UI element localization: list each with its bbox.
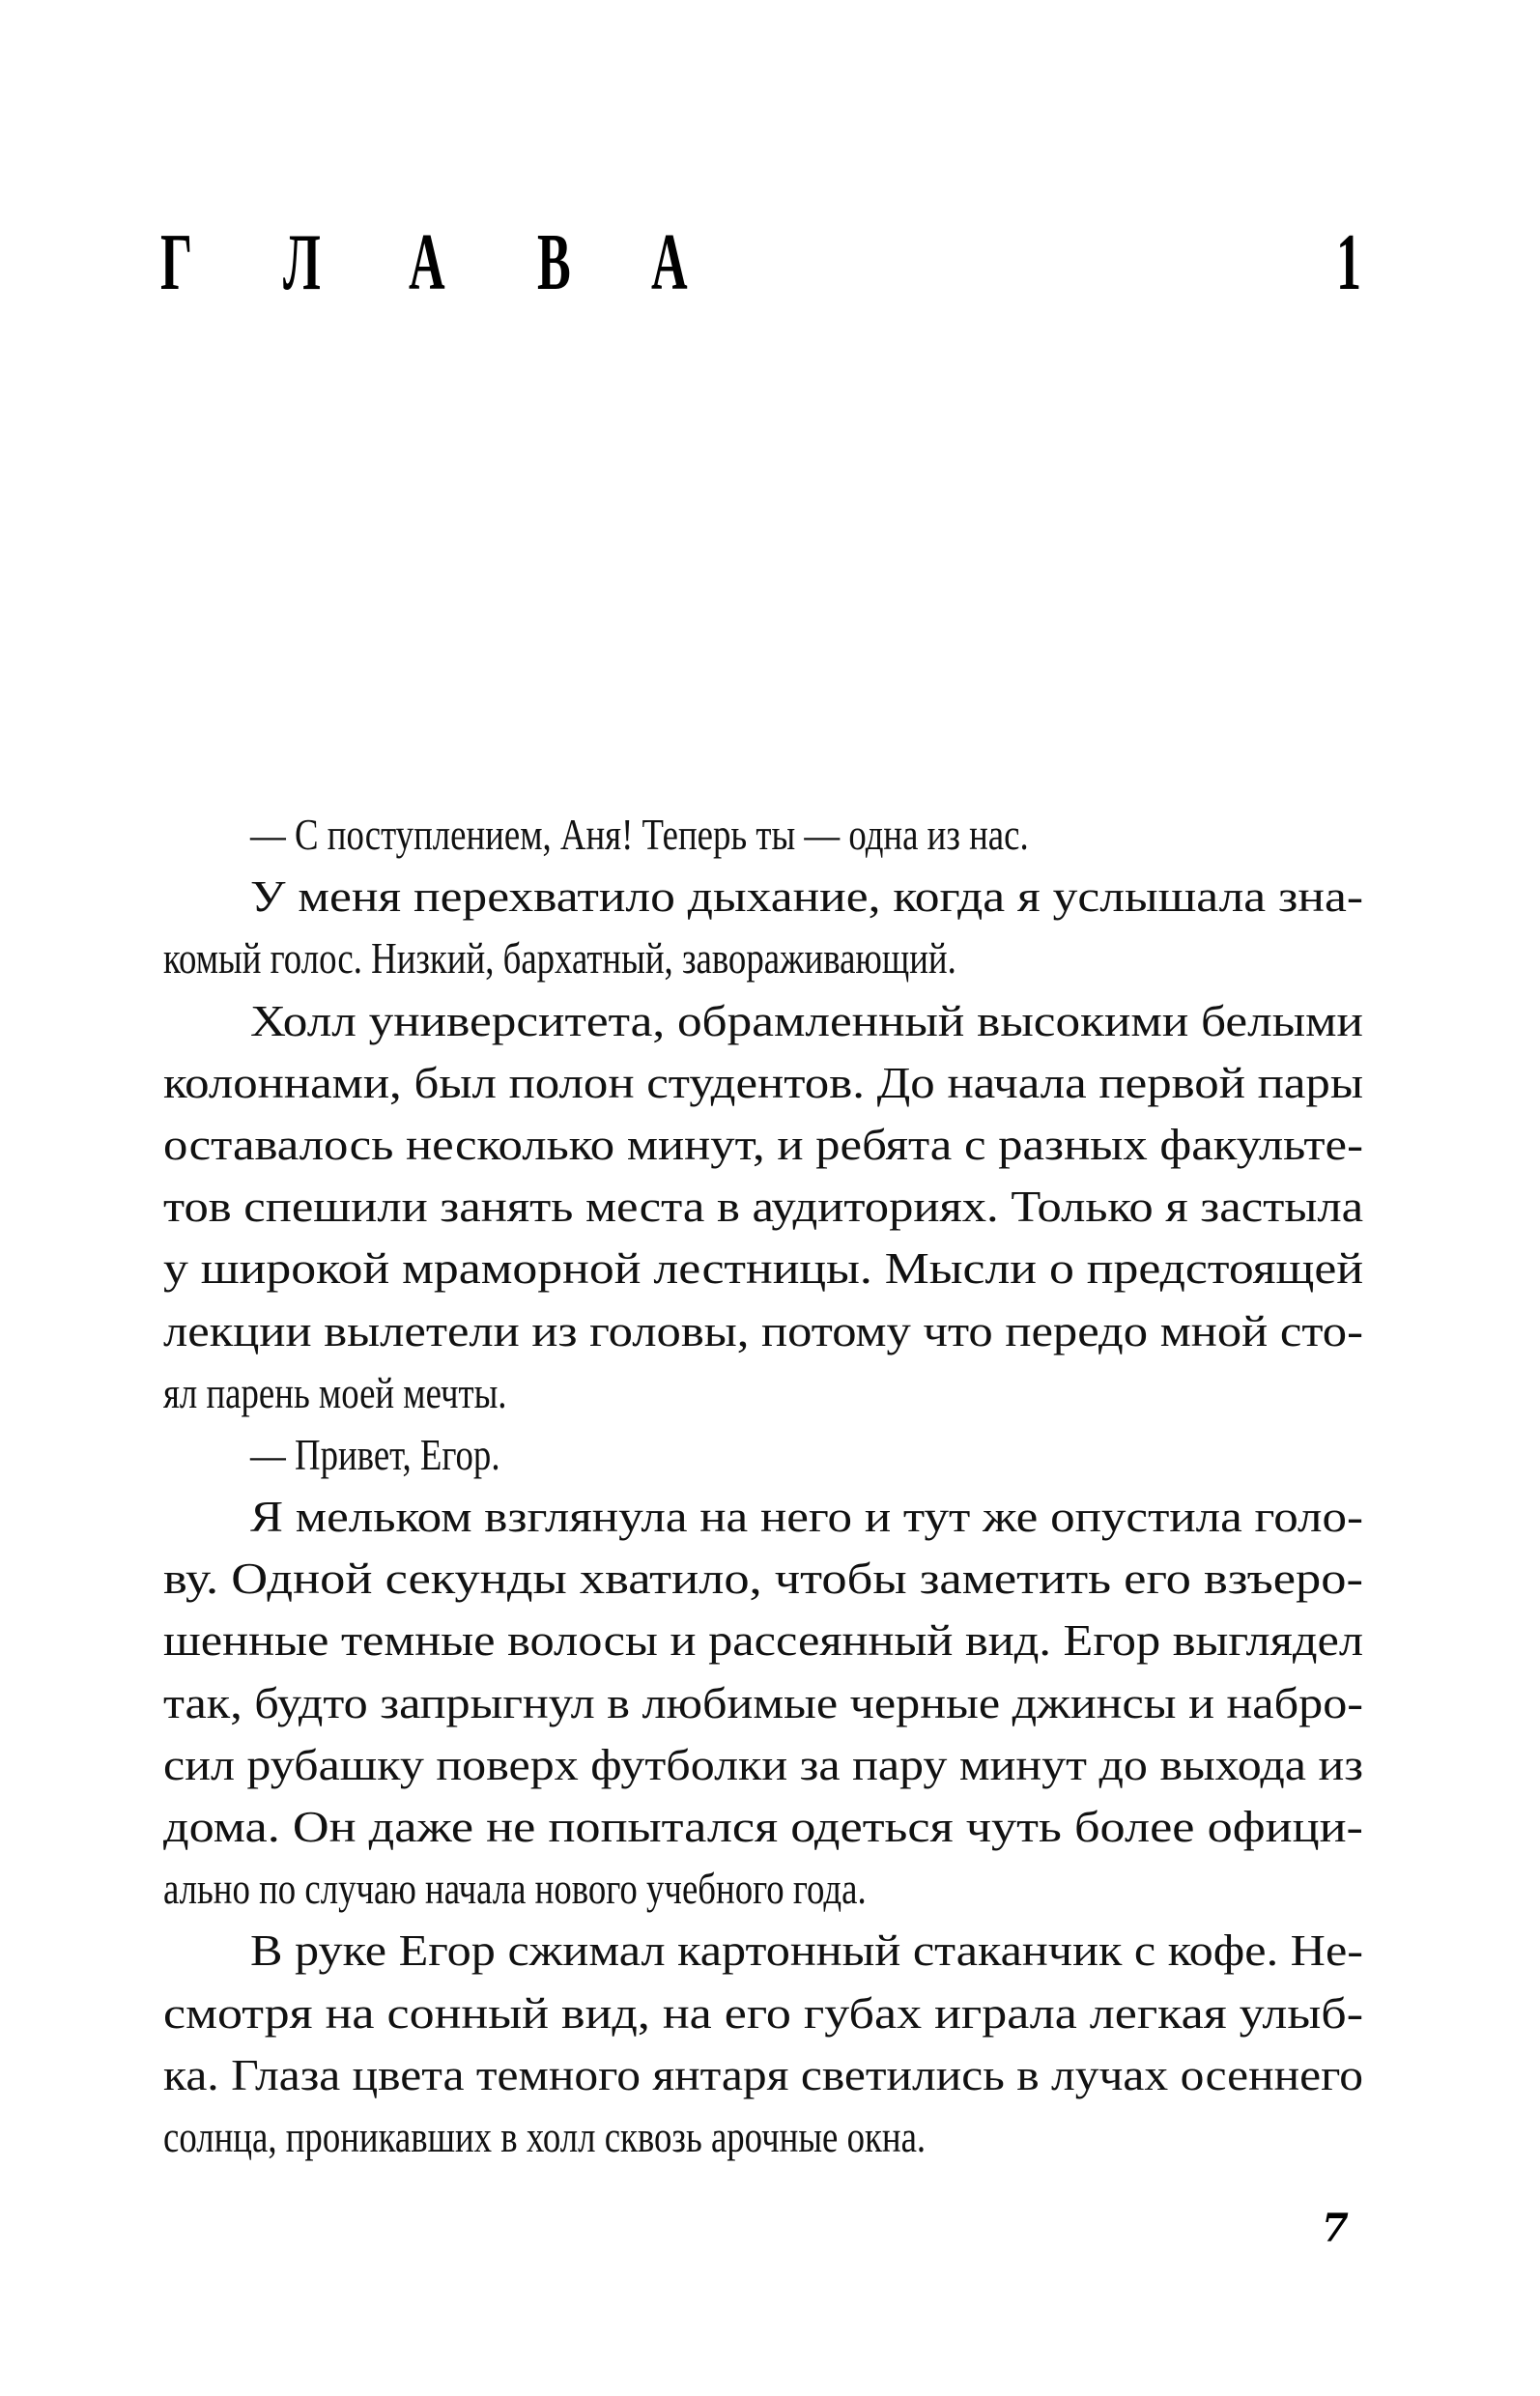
chapter-word-letter: Л [283,217,321,307]
text-line-content: дома. Он даже не попытался одеться чуть более офици- [163,1802,1363,1851]
paragraph [163,804,1363,866]
text-line [163,1052,1363,1114]
paragraph [163,1920,1363,2168]
text-line [163,1300,1363,1362]
chapter-word-letter: В [537,217,571,307]
chapter-word-letter: А [651,217,688,307]
text-line-content: У меня перехватило дыхание, когда я услышала зна- [250,871,1364,922]
text-line-content: сил рубашку поверх футболки за пару минут до выхода из [163,1739,1364,1789]
text-line [163,1858,1363,1920]
text-line-content: Холл университета, обрамленный высокими белыми [250,995,1363,1045]
chapter-body-text [163,804,1363,2168]
chapter-word-letter: А [409,217,445,307]
text-line-content: В руке Егор сжимал картонный стаканчик с кофе. Не- [250,1925,1363,1976]
paragraph [163,866,1363,989]
text-line-content: тов спешили занять места в аудиториях. Только я застыла [163,1182,1364,1232]
paragraph [163,1424,1363,1486]
chapter-word-letter: Г [160,217,193,307]
chapter-number: 1 [1336,217,1362,307]
text-line-content: — С поступлением, Аня! Теперь ты — одна из нас. [250,810,1029,859]
text-line-content: — Привет, Егор. [250,1429,500,1479]
text-line-content: ка. Глаза цвета темного янтаря светились в лучах осеннего [163,2049,1364,2099]
text-line-content: лекции вылетели из головы, потому что передо мной сто- [163,1305,1363,1355]
text-line [163,1486,1363,1548]
text-line-content: у широкой мраморной лестницы. Мысли о предстоящей [163,1243,1364,1294]
text-line [163,1672,1363,1734]
text-line [163,1610,1363,1671]
text-line [163,1238,1363,1299]
text-line [163,1176,1363,1238]
text-line [163,1424,1363,1486]
text-line-content: ву. Одной секунды хватило, чтобы заметить его взъеро- [163,1554,1363,1604]
text-line-content: Я мельком взглянула на него и тут же опустила голо- [250,1492,1364,1542]
text-line-content: колоннами, был полон студентов. До начала первой пары [163,1057,1363,1107]
paragraph [163,990,1363,1424]
text-line [163,1548,1363,1610]
text-line-content: солнца, проникавших в холл сквозь арочные окна. [163,2111,927,2161]
text-line [163,866,1363,927]
text-line-content: комый голос. Низкий, бархатный, завораживающий. [163,933,956,984]
text-line [163,1982,1363,2044]
paragraph [163,1486,1363,1920]
page-number: 7 [1322,2206,1349,2251]
text-line [163,1920,1363,1982]
text-line-content: так, будто запрыгнул в любимые черные джинсы и набро- [163,1677,1364,1727]
text-line-content: оставалось несколько минут, и ребята с разных факульте- [163,1119,1363,1169]
text-line-content: ально по случаю начала нового учебного года. [163,1864,867,1914]
text-line [163,927,1363,989]
text-line [163,1796,1363,1858]
text-line [163,804,1363,866]
text-line [163,2044,1363,2106]
text-line [163,1362,1363,1424]
text-line [163,1114,1363,1176]
text-line-content: смотря на сонный вид, на его губах играла легкая улыб- [163,1987,1364,2038]
chapter-heading [160,217,1368,307]
text-line [163,1734,1363,1796]
text-line-content: ял парень моей мечты. [163,1367,507,1417]
text-line [163,2106,1363,2168]
text-line-content: шенные темные волосы и рассеянный вид. Егор выглядел [163,1615,1364,1666]
text-line [163,990,1363,1052]
